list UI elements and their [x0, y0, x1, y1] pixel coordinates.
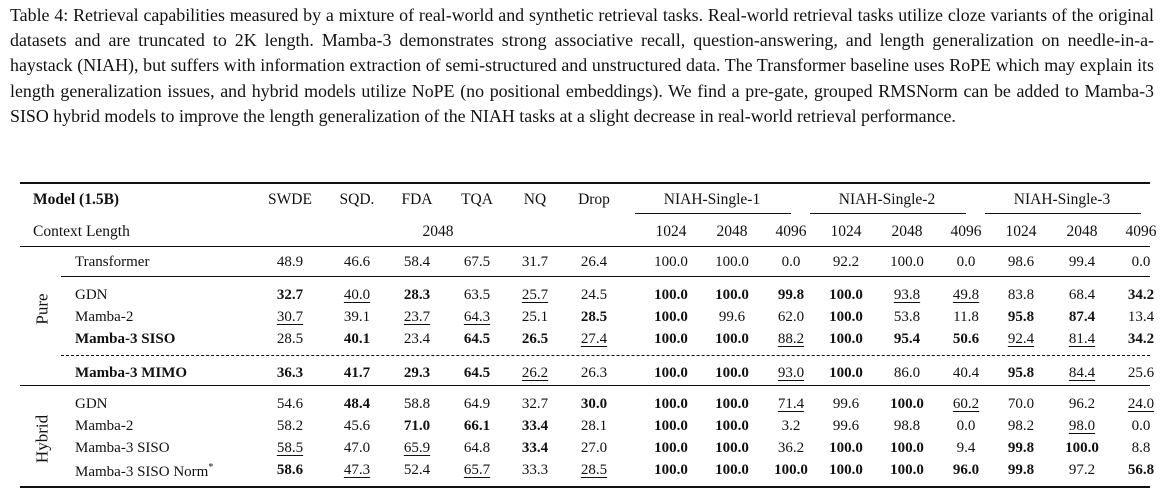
table-cell: 100.0 — [715, 254, 749, 270]
table-cell: 84.4 — [1068, 365, 1096, 381]
niah-group-underline-3 — [985, 213, 1141, 214]
table-cell: 23.7 — [403, 309, 431, 325]
table-cell: 100.0 — [654, 418, 688, 434]
table-cell: 100.0 — [1065, 440, 1099, 456]
table-cell: 58.6 — [276, 462, 304, 478]
table-cell: 40.4 — [952, 365, 980, 381]
table-cell: 33.4 — [521, 418, 549, 434]
table-cell: 98.8 — [893, 418, 921, 434]
table-cell: 26.2 — [521, 365, 549, 381]
table-cell: 47.3 — [343, 462, 371, 478]
table-cell: 48.9 — [276, 254, 304, 270]
table-cell: 68.4 — [1068, 287, 1096, 303]
table-cell: 28.5 — [580, 309, 608, 325]
table-cell: 67.5 — [463, 254, 491, 270]
table-cell: 87.4 — [1068, 309, 1096, 325]
table-cell: 93.0 — [777, 365, 805, 381]
caption-label: Table 4: — [10, 5, 69, 25]
table-cell: 99.6 — [718, 309, 746, 325]
top-rule — [20, 182, 1150, 184]
table-cell: 99.8 — [777, 287, 805, 303]
table-cell: 23.4 — [403, 331, 431, 347]
header-rule — [20, 246, 1150, 247]
table-cell: 39.1 — [343, 309, 371, 325]
table-cell: 100.0 — [715, 396, 749, 412]
table-cell: 58.4 — [403, 254, 431, 270]
col-header-tqa: TQA — [461, 191, 493, 208]
table-cell: 30.7 — [276, 309, 304, 325]
table-cell: 48.4 — [343, 396, 371, 412]
table-cell: 31.7 — [521, 254, 549, 270]
table-cell: 98.0 — [1068, 418, 1096, 434]
table-cell: 26.3 — [580, 365, 608, 381]
table-cell: 30.0 — [580, 396, 608, 412]
niah-length-header: 1024 — [1005, 223, 1037, 240]
table-cell: 81.4 — [1068, 331, 1096, 347]
table-cell: 100.0 — [829, 309, 863, 325]
col-header-swde: SWDE — [268, 191, 312, 208]
table-cell: 27.4 — [580, 331, 608, 347]
table-cell: 100.0 — [715, 440, 749, 456]
pure-separator — [61, 276, 1150, 277]
table-cell: 52.4 — [403, 462, 431, 478]
group-label-hybrid: Hybrid — [32, 414, 52, 464]
table-cell: 92.2 — [832, 254, 860, 270]
table-cell: 33.4 — [521, 440, 549, 456]
table-cell: 47.0 — [343, 440, 371, 456]
row-model-name: Mamba-2 — [75, 309, 134, 325]
table-cell: 100.0 — [829, 365, 863, 381]
table-cell: 0.0 — [1131, 418, 1151, 434]
row-model-name: Mamba-3 SISO — [75, 331, 176, 347]
niah-length-header: 1024 — [655, 223, 687, 240]
table-cell: 0.0 — [956, 254, 976, 270]
table-cell: 25.6 — [1127, 365, 1155, 381]
table-cell: 86.0 — [893, 365, 921, 381]
table-cell: 60.2 — [952, 396, 980, 412]
table-cell: 100.0 — [654, 331, 688, 347]
table-cell: 100.0 — [654, 462, 688, 478]
bottom-rule — [20, 486, 1150, 488]
table-cell: 100.0 — [654, 287, 688, 303]
table-cell: 98.2 — [1007, 418, 1035, 434]
table-cell: 100.0 — [654, 309, 688, 325]
table-cell: 71.0 — [403, 418, 431, 434]
table-cell: 95.8 — [1007, 309, 1035, 325]
table-cell: 100.0 — [715, 418, 749, 434]
table-cell: 13.4 — [1127, 309, 1155, 325]
table-cell: 56.8 — [1127, 462, 1155, 478]
table-cell: 100.0 — [715, 365, 749, 381]
table-cell: 100.0 — [654, 396, 688, 412]
table-cell: 28.5 — [580, 462, 608, 478]
table-cell: 26.5 — [521, 331, 549, 347]
results-table — [20, 182, 1157, 488]
table-cell: 0.0 — [781, 254, 801, 270]
table-cell: 64.3 — [463, 309, 491, 325]
table-cell: 41.7 — [343, 365, 371, 381]
context-length-label: Context Length — [33, 223, 130, 240]
table-cell: 45.6 — [343, 418, 371, 434]
col-header-nq: NQ — [523, 191, 547, 208]
row-model-name: GDN — [75, 396, 108, 412]
niah-group-underline-1 — [635, 213, 791, 214]
table-cell: 49.8 — [952, 287, 980, 303]
table-cell: 100.0 — [890, 462, 924, 478]
row-model-name: Mamba-3 SISO — [75, 440, 170, 456]
niah-group-header-2: NIAH-Single-2 — [838, 191, 936, 208]
table-cell: 11.8 — [953, 309, 979, 325]
table-cell: 92.4 — [1007, 331, 1035, 347]
row-model-name: GDN — [75, 287, 108, 303]
table-cell: 25.7 — [521, 287, 549, 303]
table-cell: 100.0 — [654, 254, 688, 270]
table-cell: 32.7 — [521, 396, 549, 412]
table-cell: 62.0 — [777, 309, 805, 325]
table-cell: 27.0 — [580, 440, 608, 456]
table-cell: 83.8 — [1007, 287, 1035, 303]
table-cell: 40.1 — [343, 331, 371, 347]
table-cell: 65.7 — [463, 462, 491, 478]
niah-length-header: 2048 — [716, 223, 748, 240]
niah-length-header: 4096 — [775, 223, 807, 240]
table-cell: 3.2 — [781, 418, 801, 434]
table-cell: 36.3 — [276, 365, 304, 381]
table-cell: 100.0 — [715, 462, 749, 478]
table-cell: 65.9 — [403, 440, 431, 456]
table-cell: 66.1 — [463, 418, 491, 434]
table-cell: 100.0 — [829, 331, 863, 347]
table-cell: 32.7 — [276, 287, 304, 303]
table-cell: 99.6 — [832, 396, 860, 412]
table-cell: 24.0 — [1127, 396, 1155, 412]
table-cell: 8.8 — [1131, 440, 1151, 456]
table-cell: 100.0 — [829, 440, 863, 456]
table-cell: 99.4 — [1068, 254, 1096, 270]
table-cell: 33.3 — [521, 462, 549, 478]
hybrid-rule — [20, 385, 1150, 386]
table-cell: 97.2 — [1068, 462, 1096, 478]
dashed-separator — [61, 355, 1150, 356]
group-label-pure: Pure — [32, 293, 52, 325]
table-cell: 100.0 — [715, 287, 749, 303]
row-model-name: Mamba-3 SISO Norm* — [75, 462, 214, 480]
row-model-name: Transformer — [75, 254, 150, 270]
table-cell: 71.4 — [777, 396, 805, 412]
table-cell: 99.8 — [1007, 440, 1035, 456]
row-model-name: Mamba-2 — [75, 418, 134, 434]
table-cell: 53.8 — [893, 309, 921, 325]
table-cell: 28.5 — [276, 331, 304, 347]
table-cell: 100.0 — [890, 396, 924, 412]
table-cell: 40.0 — [343, 287, 371, 303]
row-model-name: Mamba-3 MIMO — [75, 365, 188, 381]
table-cell: 99.6 — [832, 418, 860, 434]
table-cell: 70.0 — [1007, 396, 1035, 412]
table-cell: 100.0 — [654, 365, 688, 381]
table-cell: 58.2 — [276, 418, 304, 434]
table-cell: 93.8 — [893, 287, 921, 303]
table-cell: 100.0 — [829, 462, 863, 478]
table-cell: 50.6 — [952, 331, 980, 347]
table-cell: 63.5 — [463, 287, 491, 303]
table-cell: 100.0 — [654, 440, 688, 456]
table-cell: 0.0 — [956, 418, 976, 434]
table-cell: 0.0 — [1131, 254, 1151, 270]
niah-length-header: 1024 — [830, 223, 862, 240]
real-world-context-value: 2048 — [422, 223, 454, 240]
table-cell: 100.0 — [715, 331, 749, 347]
table-cell: 100.0 — [774, 462, 808, 478]
table-cell: 96.2 — [1068, 396, 1096, 412]
table-cell: 26.4 — [580, 254, 608, 270]
table-cell: 28.1 — [580, 418, 608, 434]
col-header-sqd: SQD. — [339, 191, 375, 208]
table-cell: 100.0 — [890, 254, 924, 270]
model-column-header: Model (1.5B) — [33, 191, 120, 208]
table-cell: 96.0 — [952, 462, 980, 478]
table-cell: 88.2 — [777, 331, 805, 347]
table-caption — [10, 3, 1154, 129]
table-cell: 64.9 — [463, 396, 491, 412]
niah-length-header: 2048 — [891, 223, 923, 240]
table-cell: 58.8 — [403, 396, 431, 412]
table-cell: 46.6 — [343, 254, 371, 270]
table-cell: 28.3 — [403, 287, 431, 303]
table-cell: 25.1 — [521, 309, 549, 325]
table-cell: 64.5 — [463, 331, 491, 347]
col-header-fda: FDA — [401, 191, 433, 208]
niah-length-header: 4096 — [1125, 223, 1157, 240]
table-cell: 9.4 — [956, 440, 976, 456]
niah-group-underline-2 — [810, 213, 966, 214]
table-cell: 54.6 — [276, 396, 304, 412]
table-cell: 95.4 — [893, 331, 921, 347]
table-cell: 100.0 — [829, 287, 863, 303]
caption-text: Retrieval capabilities measured by a mixture of real-world and synthetic retrieval tasks. Real-world retrieval tasks utilize cloze variants of the original datasets and are truncated to 2K length. Mamba-3 demonstrates strong associative recall, question-answering, and length generalization on needle-in-a-haystack (NIAH), but suffers with information extraction of semi-structured and unstructured data. The Transformer baseline uses RoPE which may explain its length generalization issues, and hybrid models utilize NoPE (no positional embeddings). We find a pre-gate, grouped RMSNorm can be added to Mamba-3 SISO hybrid models to improve the length generalization of the NIAH tasks at a slight decrease in real-world retrieval performance. — [10, 5, 1154, 126]
table-cell: 29.3 — [403, 365, 431, 381]
table-cell: 99.8 — [1007, 462, 1035, 478]
col-header-drop: Drop — [578, 191, 610, 208]
niah-length-header: 2048 — [1066, 223, 1098, 240]
table-cell: 24.5 — [580, 287, 608, 303]
table-cell: 34.2 — [1127, 331, 1155, 347]
table-cell: 95.8 — [1007, 365, 1035, 381]
table-cell: 100.0 — [890, 440, 924, 456]
table-cell: 58.5 — [276, 440, 304, 456]
niah-length-header: 4096 — [950, 223, 982, 240]
table-cell: 36.2 — [777, 440, 805, 456]
table-cell: 64.5 — [463, 365, 491, 381]
niah-group-header-3: NIAH-Single-3 — [1013, 191, 1111, 208]
table-cell: 98.6 — [1007, 254, 1035, 270]
table-cell: 64.8 — [463, 440, 491, 456]
niah-group-header-1: NIAH-Single-1 — [663, 191, 761, 208]
table-cell: 34.2 — [1127, 287, 1155, 303]
